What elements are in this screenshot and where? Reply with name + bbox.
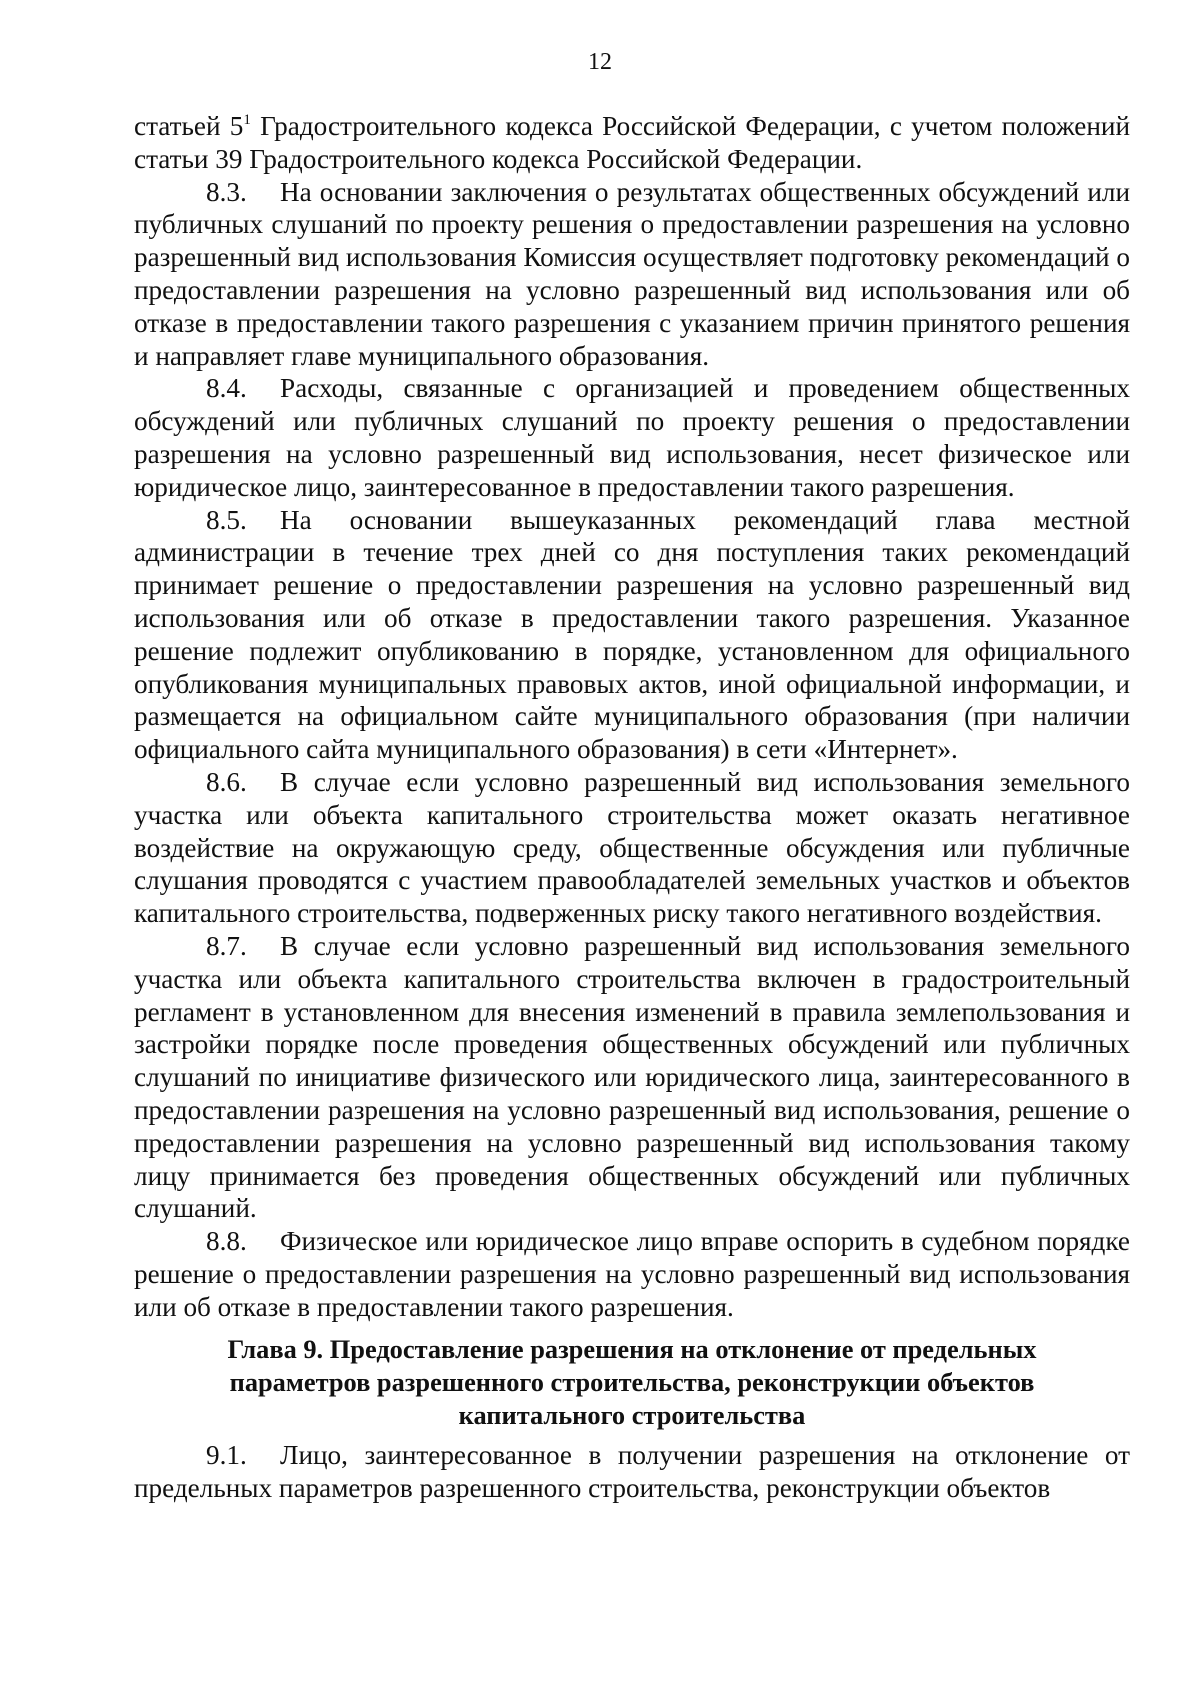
paragraph-8-3 [134, 176, 1130, 373]
paragraph-text: В случае если условно разрешенный вид использования земельного участка или объекта капитального строительства включен в градостроительный регламент в установленном для внесения изменений в правила землепользования и застройки порядке после проведения общественных обсуждений или публичных слушаний по инициативе физического или юридического лица, заинтересованного в предоставлении разрешения на условно разрешенный вид использования, решение о предоставлении разрешения на условно разрешенный вид использования такому лицу принимается без проведения общественных обсуждений или публичных слушаний. [134, 930, 1130, 1224]
paragraph-9-1 [134, 1439, 1130, 1505]
paragraph-number: 8.7. [206, 930, 247, 961]
document-body [134, 110, 1130, 1505]
continuation-text-end: Градостроительного кодекса Российской Федерации, с учетом положений статьи 39 Градостроительного кодекса Российской Федерации. [134, 111, 1130, 174]
paragraph-text: Расходы, связанные с организацией и проведением общественных обсуждений или публичных слушаний по проекту решения о предоставлении разрешения на условно разрешенный вид использования, несет физическое или юридическое лицо, заинтересованное в предоставлении такого разрешения. [134, 373, 1130, 502]
paragraph-text: В случае если условно разрешенный вид использования земельного участка или объекта капитального строительства может оказать негативное воздействие на окружающую среду, общественные обсуждения или публичные слушания проводятся с участием правообладателей земельных участков и объектов капитального строительства, подверженных риску такого негативного воздействия. [134, 766, 1130, 929]
page-number: 12 [588, 49, 612, 75]
paragraph-8-8 [134, 1225, 1130, 1323]
paragraph-text: Физическое или юридическое лицо вправе оспорить в судебном порядке решение о предоставлении разрешения на условно разрешенный вид использования или об отказе в предоставлении такого разрешения. [134, 1226, 1130, 1322]
continuation-paragraph [134, 110, 1130, 176]
paragraph-8-7 [134, 930, 1130, 1225]
paragraph-text: На основании вышеуказанных рекомендаций глава местной администрации в течение трех дней со дня поступления таких рекомендаций принимает решение о предоставлении разрешения на условно разрешенный вид использования или об отказе в предоставлении такого разрешения. Указанное решение подлежит опубликованию в порядке, установленном для официального опубликования муниципальных правовых актов, иной официальной информации, и размещается на официальном сайте муниципального образования (при наличии официального сайта муниципального образования) в сети «Интернет». [134, 504, 1130, 765]
paragraph-8-4 [134, 372, 1130, 503]
paragraph-number: 8.5. [206, 504, 247, 535]
continuation-text-start: статьей 5 [134, 111, 244, 141]
paragraph-number: 8.6. [206, 766, 247, 797]
paragraph-number: 8.4. [206, 373, 247, 404]
paragraph-text: Лицо, заинтересованное в получении разрешения на отклонение от предельных параметров разрешенного строительства, реконструкции объектов [134, 1440, 1130, 1504]
paragraph-8-6 [134, 766, 1130, 930]
paragraph-number: 8.8. [206, 1226, 247, 1257]
paragraph-number: 8.3. [206, 176, 247, 207]
paragraph-number: 9.1. [206, 1440, 247, 1471]
paragraph-8-5 [134, 504, 1130, 766]
superscript-marker: 1 [243, 112, 251, 128]
paragraph-text: На основании заключения о результатах общественных обсуждений или публичных слушаний по проекту решения о предоставлении разрешения на условно разрешенный вид использования Комиссия осуществляет подготовку рекомендаций о предоставлении разрешения на условно разрешенный вид использования или об отказе в предоставлении такого разрешения с указанием причин принятого решения и направляет главе муниципального образования. [134, 176, 1130, 371]
chapter-heading: Глава 9. Предоставление разрешения на отклонение от предельных параметров разрешенного строительства, реконструкции объектов капитального строительства [227, 1334, 1037, 1431]
